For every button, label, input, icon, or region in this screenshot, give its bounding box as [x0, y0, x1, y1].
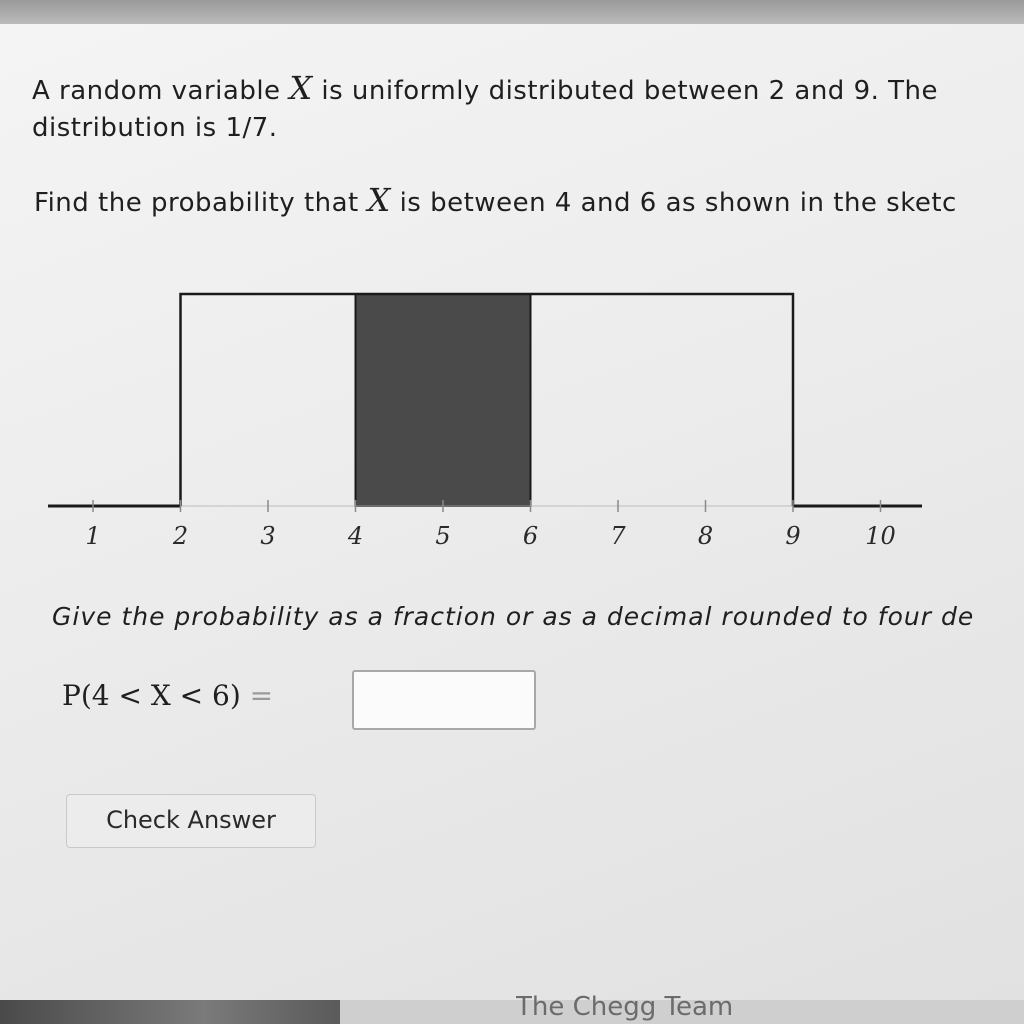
instruction-text: Give the probability as a fraction or as a decimal rounded to four de	[52, 602, 975, 631]
expression-lhs: P(4 < X < 6)	[62, 679, 241, 712]
uniform-distribution-sketch	[0, 264, 1024, 564]
question-text-1a: A random variable	[32, 76, 290, 106]
equals-sign: =	[240, 679, 274, 712]
top-bezel	[0, 0, 1024, 26]
question-line-3	[34, 182, 957, 221]
tick-label: 1	[85, 522, 101, 550]
tick-label: 10	[865, 522, 896, 550]
question-text-3b: is between 4 and 6 as shown in the sketc	[390, 188, 957, 218]
bottom-bezel-dark	[0, 1000, 340, 1024]
tick-label: 2	[172, 522, 189, 550]
shaded-region	[356, 294, 531, 506]
check-answer-button[interactable]: Check Answer	[66, 794, 316, 848]
tick-label: 7	[610, 522, 626, 550]
answer-input[interactable]	[352, 670, 536, 730]
variable-x: X	[367, 181, 391, 219]
question-line-2: distribution is 1/7.	[32, 113, 278, 143]
question-text-3a: Find the probability that	[34, 188, 368, 218]
footer-text: The Chegg Team	[516, 992, 734, 1022]
variable-x: X	[289, 69, 313, 107]
tick-label: 6	[522, 522, 539, 550]
tick-label: 9	[785, 522, 801, 550]
tick-label: 8	[697, 522, 714, 550]
tick-label: 3	[260, 522, 276, 550]
question-line-1	[32, 70, 938, 109]
question-panel	[0, 24, 1024, 1004]
tick-label: 5	[435, 522, 451, 550]
probability-expression	[62, 679, 273, 712]
tick-label: 4	[347, 522, 364, 550]
question-text-1b: is uniformly distributed between 2 and 9. The	[312, 76, 938, 106]
